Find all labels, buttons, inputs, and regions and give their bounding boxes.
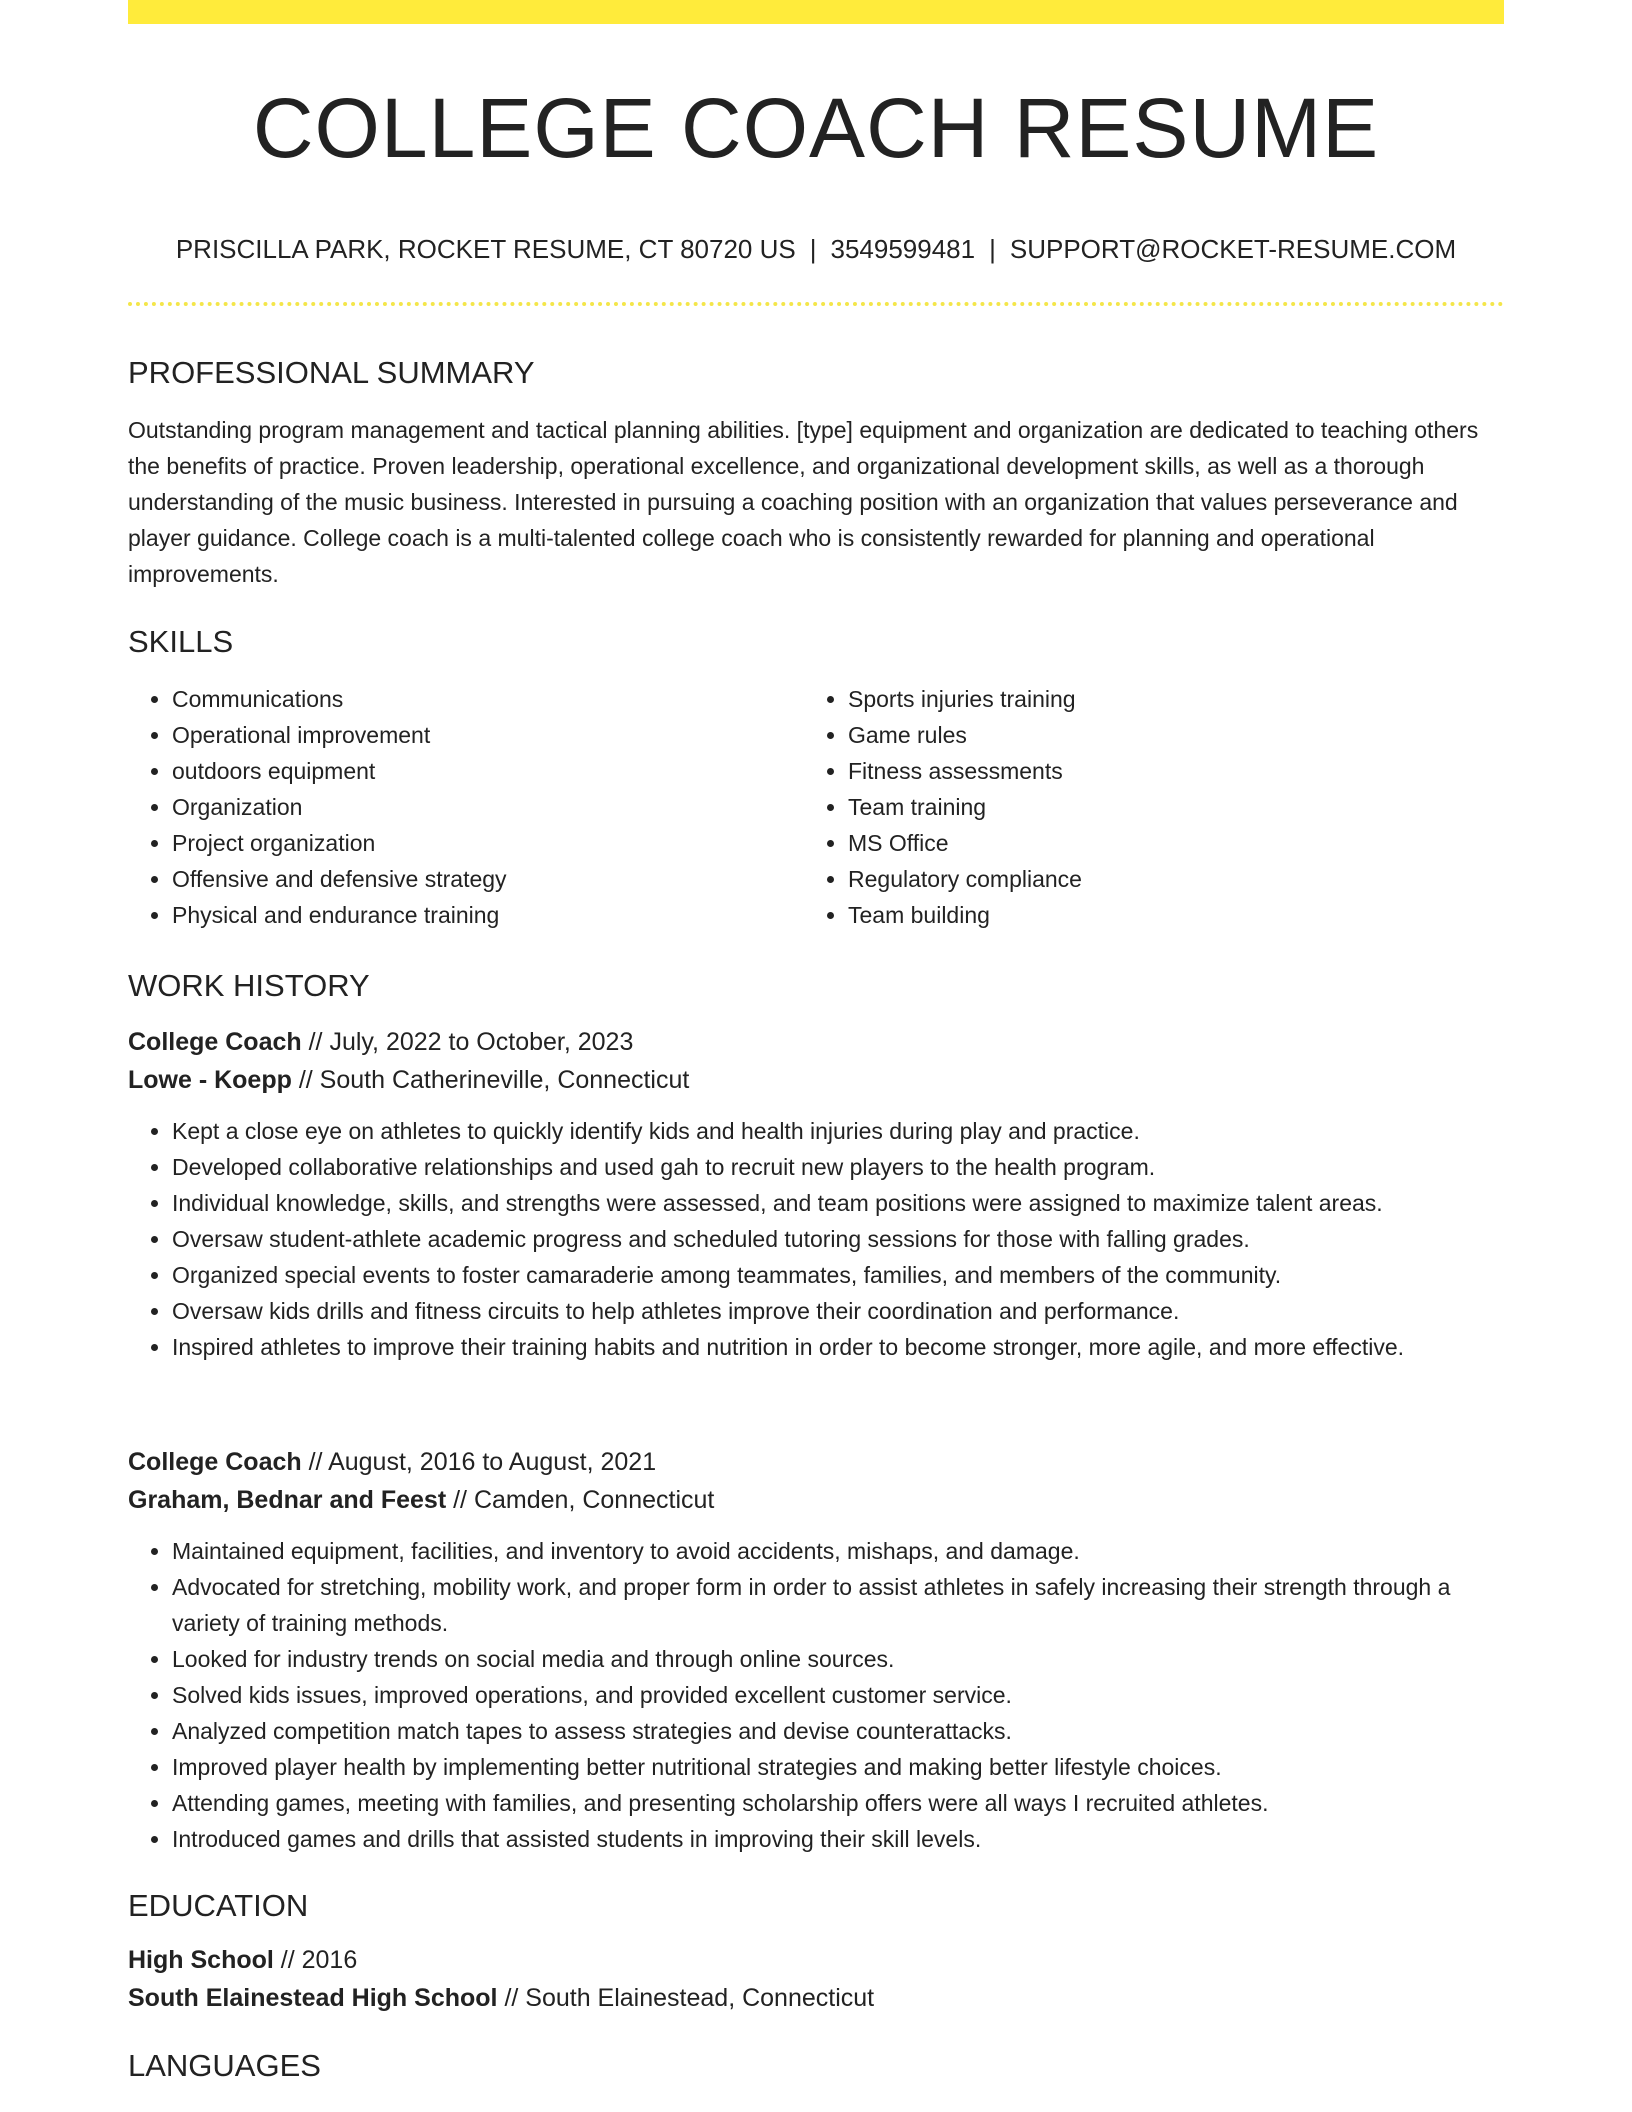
- resume-page: [128, 0, 1504, 2083]
- job-title: College Coach: [128, 1448, 302, 1476]
- summary-heading: PROFESSIONAL SUMMARY: [128, 355, 535, 390]
- contact-separator: |: [809, 234, 817, 264]
- summary-section: [128, 357, 1504, 592]
- job-bullet: • Improved player health by implementing better nutritional strategies and making better lifestyle choices.: [172, 1749, 1504, 1785]
- work-history-section: [128, 970, 1504, 1365]
- job-entry: [128, 1023, 1504, 1365]
- skill-item: • Game rules: [848, 717, 1480, 753]
- job-bullets: [128, 1533, 1504, 1857]
- job-company: Lowe - Koepp: [128, 1066, 292, 1094]
- education-section: [128, 1890, 1504, 2017]
- education-entry: [128, 1941, 1504, 2017]
- job-company: Graham, Bednar and Feest: [128, 1486, 447, 1514]
- skills-heading: SKILLS: [128, 624, 234, 659]
- dotted-divider: [128, 302, 1504, 306]
- contact-line: [128, 236, 1504, 262]
- education-heading: EDUCATION: [128, 1888, 309, 1923]
- job-bullet: • Developed collaborative relationships and used gah to recruit new players to the health program.: [172, 1149, 1504, 1185]
- skills-list-left: [128, 681, 804, 933]
- skills-columns: [128, 681, 1504, 933]
- skill-item: • Team training: [848, 789, 1480, 825]
- job-bullet: • Kept a close eye on athletes to quickly identify kids and health injuries during play and practice.: [172, 1113, 1504, 1149]
- job-bullet: • Oversaw kids drills and fitness circuits to help athletes improve their coordination and performance.: [172, 1293, 1504, 1329]
- skills-section: [128, 626, 1504, 933]
- job-bullet: • Inspired athletes to improve their training habits and nutrition in order to become stronger, more agile, and more effective.: [172, 1329, 1504, 1365]
- job-title-line: [128, 1443, 1504, 1481]
- job-dates: // July, 2022 to October, 2023: [308, 1028, 634, 1056]
- job-title-line: [128, 1023, 1504, 1061]
- work-history-heading: WORK HISTORY: [128, 968, 370, 1003]
- skill-item: • Sports injuries training: [848, 681, 1480, 717]
- job-company-line: [128, 1061, 1504, 1099]
- education-school-line: [128, 1979, 1504, 2017]
- summary-text: Outstanding program management and tactical planning abilities. [type] equipment and organization are dedicated to teaching others the benefits of practice. Proven leadership, operational excellence, and organizational development skills, as well as a thorough understanding of the music business. Interested in pursuing a coaching position with an organization that values perseverance and player guidance. College coach is a multi-talented college coach who is consistently rewarded for planning and operational improvements.: [128, 417, 1479, 587]
- job-bullet: • Oversaw student-athlete academic progress and scheduled tutoring sessions for those with falling grades.: [172, 1221, 1504, 1257]
- contact-email: SUPPORT@ROCKET-RESUME.COM: [1009, 234, 1457, 264]
- job-entry: [128, 1443, 1504, 1857]
- job-title: College Coach: [128, 1028, 302, 1056]
- job-bullet: • Looked for industry trends on social media and through online sources.: [172, 1641, 1504, 1677]
- job-bullet: • Attending games, meeting with families, and presenting scholarship offers were all ways I recruited athletes.: [172, 1785, 1504, 1821]
- languages-section: [128, 2050, 1504, 2081]
- contact-separator: |: [989, 234, 996, 264]
- skill-item: • MS Office: [848, 825, 1480, 861]
- education-degree-line: [128, 1941, 1504, 1979]
- job-bullet: • Advocated for stretching, mobility work, and proper form in order to assist athletes in safely increasing their strength through a variety of training methods.: [172, 1569, 1504, 1641]
- job-bullet: • Analyzed competition match tapes to assess strategies and devise counterattacks.: [172, 1713, 1504, 1749]
- skill-item: • Offensive and defensive strategy: [172, 861, 804, 897]
- job-bullets: [128, 1113, 1504, 1365]
- contact-phone: 3549599481: [830, 234, 976, 264]
- skill-item: • Project organization: [172, 825, 804, 861]
- skill-item: • Organization: [172, 789, 804, 825]
- skill-item: • Operational improvement: [172, 717, 804, 753]
- job-location: // South Catherineville, Connecticut: [298, 1066, 690, 1094]
- languages-heading: LANGUAGES: [128, 2048, 321, 2083]
- skill-item: • Communications: [172, 681, 804, 717]
- job-bullet: • Organized special events to foster camaraderie among teammates, families, and members of the community.: [172, 1257, 1504, 1293]
- job-bullet: • Introduced games and drills that assisted students in improving their skill levels.: [172, 1821, 1504, 1857]
- skill-item: • Regulatory compliance: [848, 861, 1480, 897]
- skill-item: • outdoors equipment: [172, 753, 804, 789]
- education-year: // 2016: [280, 1946, 358, 1974]
- education-location: // South Elainestead, Connecticut: [504, 1984, 875, 2012]
- contact-address: PRISCILLA PARK, ROCKET RESUME, CT 80720 US: [175, 234, 796, 264]
- skill-item: • Physical and endurance training: [172, 897, 804, 933]
- education-school: South Elainestead High School: [128, 1984, 498, 2012]
- resume-title: COLLEGE COACH RESUME: [252, 81, 1380, 175]
- skills-list-right: [804, 681, 1480, 933]
- job-bullet: • Individual knowledge, skills, and strengths were assessed, and team positions were assigned to maximize talent areas.: [172, 1185, 1504, 1221]
- skill-item: • Team building: [848, 897, 1480, 933]
- education-degree: High School: [128, 1946, 274, 1974]
- job-dates: // August, 2016 to August, 2021: [308, 1448, 657, 1476]
- accent-top-bar: [128, 0, 1504, 24]
- job-bullet: • Solved kids issues, improved operations, and provided excellent customer service.: [172, 1677, 1504, 1713]
- skill-item: • Fitness assessments: [848, 753, 1480, 789]
- job-location: // Camden, Connecticut: [453, 1486, 715, 1514]
- job-bullet: • Maintained equipment, facilities, and inventory to avoid accidents, mishaps, and damage.: [172, 1533, 1504, 1569]
- job-company-line: [128, 1481, 1504, 1519]
